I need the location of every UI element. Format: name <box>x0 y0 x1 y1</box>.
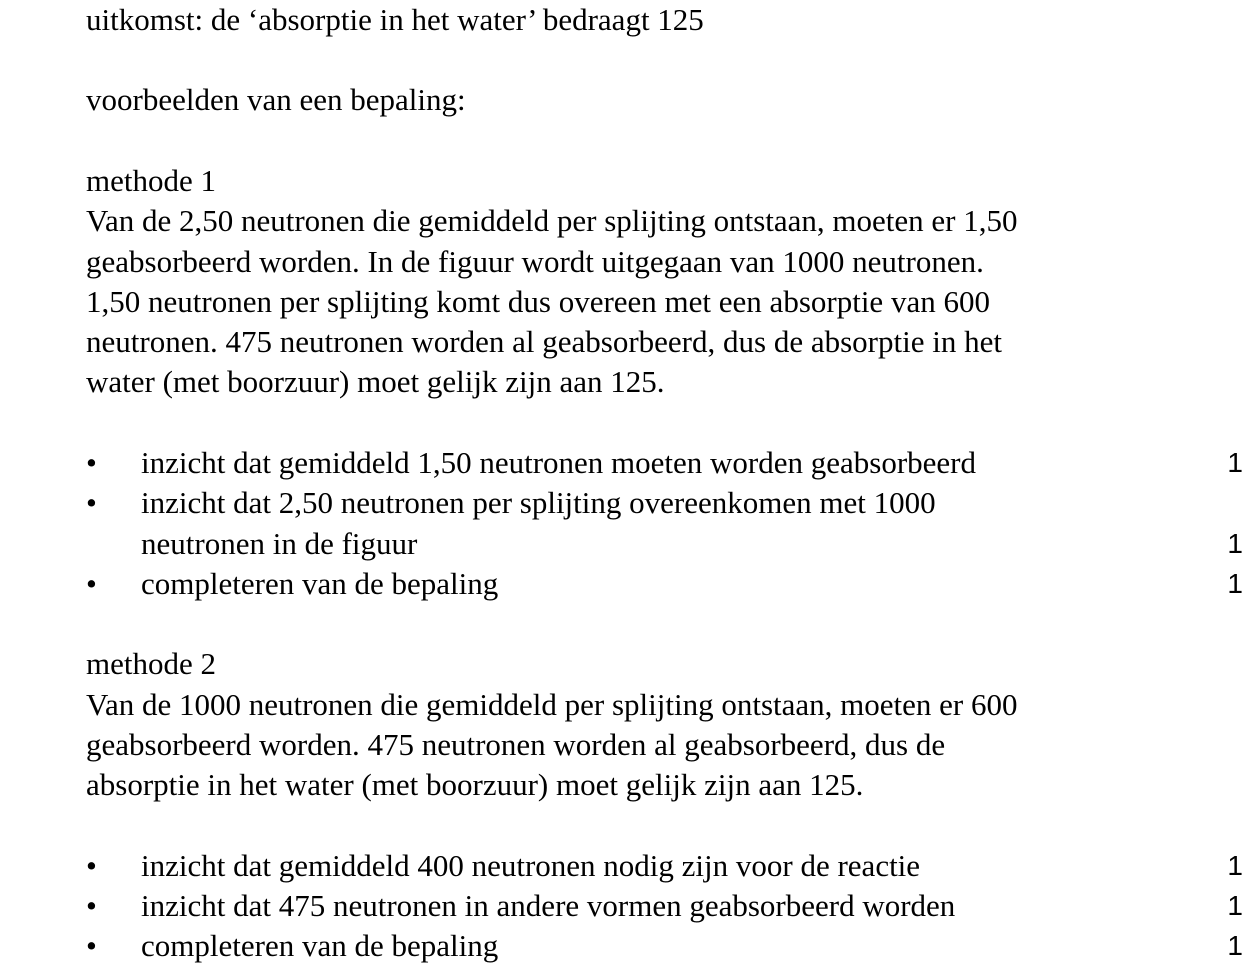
criterion-score: 1 <box>1227 528 1243 559</box>
method-2-paragraph-line: geabsorbeerd worden. 475 neutronen worden al geabsorbeerd, dus de <box>86 727 946 762</box>
criterion-text: inzicht dat 2,50 neutronen per splijting overeenkomen met 1000 <box>141 485 936 520</box>
criterion-score: 1 <box>1227 568 1243 599</box>
criterion-score: 1 <box>1227 447 1243 478</box>
criterion-score: 1 <box>1227 850 1243 881</box>
bullet-icon: • <box>86 928 97 963</box>
criterion-text: inzicht dat gemiddeld 400 neutronen nodig zijn voor de reactie <box>141 848 921 883</box>
method-1-criterion-continued <box>86 524 1243 564</box>
method-1-title: methode 1 <box>86 163 216 198</box>
method-1-paragraph-line: water (met boorzuur) moet gelijk zijn aan 125. <box>86 364 665 399</box>
criterion-text: inzicht dat gemiddeld 1,50 neutronen moeten worden geabsorbeerd <box>141 445 977 480</box>
method-1-paragraph-line: neutronen. 475 neutronen worden al geabsorbeerd, dus de absorptie in het <box>86 324 1002 359</box>
method-1-criterion <box>86 564 1243 604</box>
method-1-paragraph-line: Van de 2,50 neutronen die gemiddeld per splijting ontstaan, moeten er 1,50 <box>86 203 1018 238</box>
criterion-score: 1 <box>1227 930 1243 961</box>
method-2-paragraph-line: Van de 1000 neutronen die gemiddeld per splijting ontstaan, moeten er 600 <box>86 687 1018 722</box>
criterion-text: neutronen in de figuur <box>141 526 418 561</box>
criterion-text: completeren van de bepaling <box>141 566 499 601</box>
criterion-text: inzicht dat 475 neutronen in andere vormen geabsorbeerd worden <box>141 888 956 923</box>
bullet-icon: • <box>86 848 97 883</box>
bullet-icon: • <box>86 485 97 520</box>
method-1-criterion <box>86 483 1243 523</box>
method-1-paragraph-line: 1,50 neutronen per splijting komt dus overeen met een absorptie van 600 <box>86 284 990 319</box>
bullet-icon: • <box>86 445 97 480</box>
method-2-criterion <box>86 926 1243 966</box>
outcome-line: uitkomst: de ‘absorptie in het water’ bedraagt 125 <box>86 2 704 37</box>
method-2-paragraph-line: absorptie in het water (met boorzuur) moet gelijk zijn aan 125. <box>86 767 864 802</box>
method-1-paragraph-line: geabsorbeerd worden. In de figuur wordt uitgegaan van 1000 neutronen. <box>86 244 984 279</box>
method-2-criterion <box>86 846 1243 886</box>
criterion-score: 1 <box>1227 890 1243 921</box>
bullet-icon: • <box>86 888 97 923</box>
examples-heading: voorbeelden van een bepaling: <box>86 82 466 117</box>
bullet-icon: • <box>86 566 97 601</box>
method-2-criterion <box>86 886 1243 926</box>
criterion-text: completeren van de bepaling <box>141 928 499 963</box>
method-2-title: methode 2 <box>86 646 216 681</box>
method-1-criterion <box>86 443 1243 483</box>
